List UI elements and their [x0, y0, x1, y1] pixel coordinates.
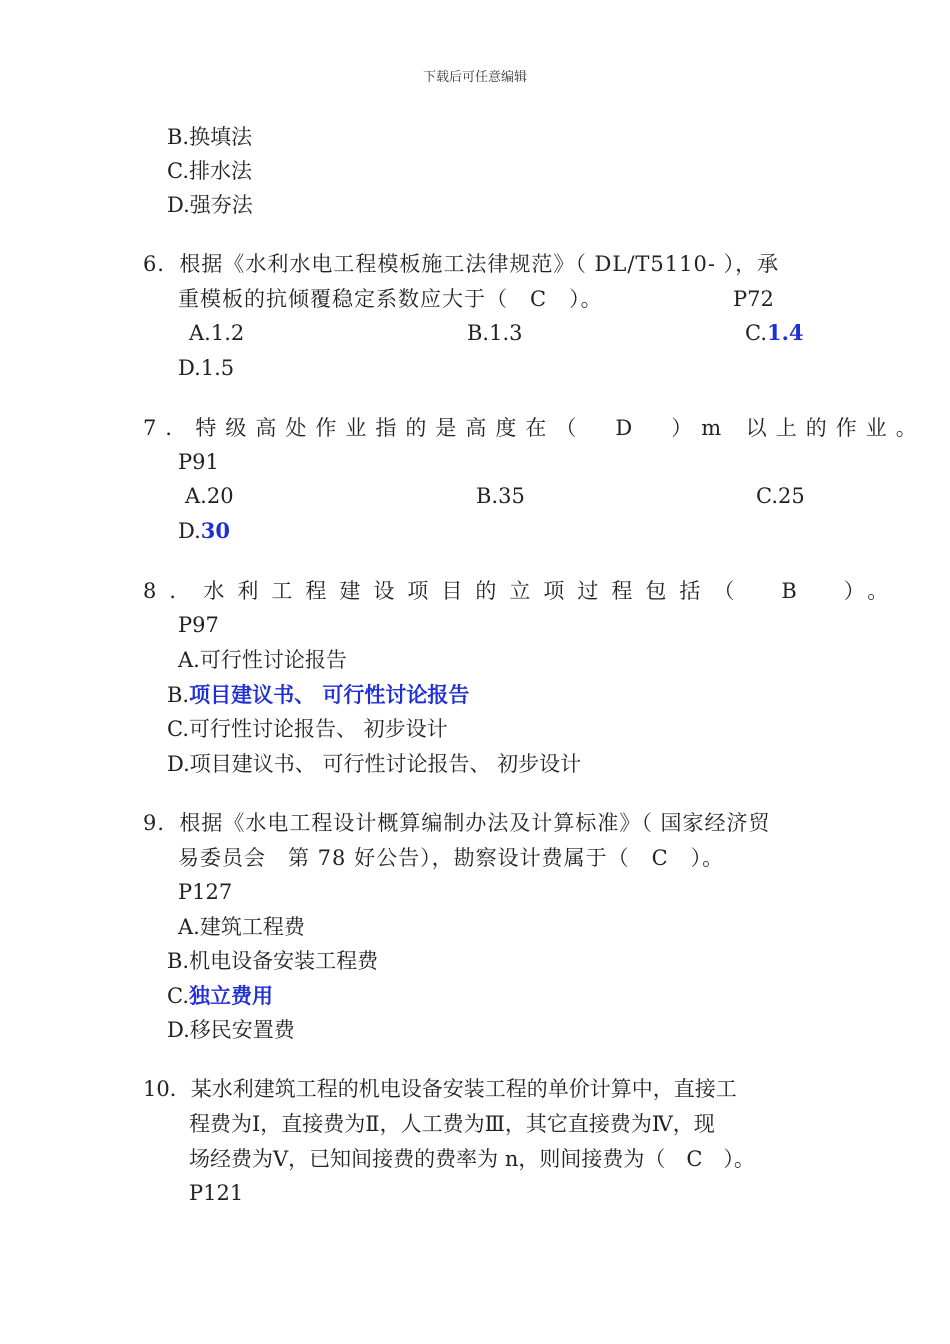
option-letter: D.: [178, 519, 201, 543]
q8-option-b: [167, 680, 469, 710]
option-text: 机电设备安装工程费: [189, 949, 379, 973]
q9-option-c: [167, 981, 273, 1011]
option-letter: B.: [167, 949, 190, 973]
option-text: 排水法: [189, 159, 252, 183]
q7-option-b: B.35: [476, 484, 525, 508]
option-letter: D.: [167, 1018, 190, 1042]
option-letter: C.: [167, 159, 189, 183]
option-text: 建筑工程费: [199, 915, 305, 939]
q5-option-d: [167, 190, 253, 220]
q9-page-ref: P127: [178, 880, 233, 904]
answer-highlight: 项目建议书、 可行性讨论报告: [189, 682, 470, 707]
q7-option-a: A.20: [185, 484, 234, 508]
q10-page-ref: P121: [189, 1181, 244, 1205]
q9-stem-line1: 9．根据《水电工程设计概算编制办法及计算标准》（ 国家经济贸: [143, 811, 771, 835]
answer-highlight: 独立费用: [189, 983, 273, 1008]
q9-option-d: [167, 1015, 295, 1045]
q10-stem-line1: 10．某水利建筑工程的机电设备安装工程的单价计算中，直接工: [143, 1077, 737, 1101]
q9-stem-line2: 易委员会 第 78 好公告），勘察设计费属于（ C ）。: [178, 846, 725, 870]
q10-stem-line3: 场经费为Ⅴ，已知间接费的费率为 n，则间接费为（ C ）。: [189, 1147, 755, 1171]
option-text: 强夯法: [189, 193, 253, 217]
q6-option-c: [745, 318, 804, 348]
page-header: 下载后可任意编辑: [422, 70, 527, 85]
option-letter: A.: [178, 915, 200, 939]
option-text: 可行性讨论报告、 初步设计: [189, 717, 448, 741]
q5-option-b: [167, 122, 252, 152]
answer-highlight: 1.4: [767, 320, 804, 345]
q8-page-ref: P97: [178, 613, 219, 637]
option-letter: B.: [167, 683, 190, 707]
q10-stem-line2: 程费为Ⅰ，直接费为Ⅱ，人工费为Ⅲ，其它直接费为Ⅳ，现: [189, 1112, 715, 1136]
q9-option-a: [178, 912, 305, 942]
answer-highlight: 30: [200, 518, 230, 543]
option-letter: C.: [745, 321, 767, 345]
q8-stem-line1: 8．水利工程建设项目的立项过程包括（ B ）。: [143, 579, 902, 603]
option-text: 可行性讨论报告: [199, 648, 347, 672]
q6-option-d: D.1.5: [178, 356, 235, 380]
q6-stem-line1: 6．根据《水利水电工程模板施工法律规范》（ DL/T5110- ），承: [143, 252, 780, 276]
option-text: 项目建议书、 可行性讨论报告、 初步设计: [189, 752, 582, 776]
option-text: 换填法: [189, 125, 253, 149]
q7-page-ref: P91: [178, 450, 219, 474]
option-letter: C.: [167, 717, 189, 741]
q7-option-c: C.25: [756, 484, 805, 508]
q8-option-d: [167, 749, 581, 779]
option-letter: B.: [167, 125, 190, 149]
q6-page-ref: P72: [733, 287, 774, 311]
option-letter: C.: [167, 984, 189, 1008]
q6-stem-line2: 重模板的抗倾覆稳定系数应大于（ C ）。: [178, 287, 603, 311]
q5-option-c: [167, 156, 252, 186]
q9-option-b: [167, 946, 378, 976]
q7-option-d: [178, 516, 230, 546]
q7-stem-line1: 7．特级高处作业指的是高度在（ D ）m 以上的作业。: [143, 416, 926, 440]
q6-option-b: B.1.3: [467, 321, 523, 345]
q6-option-a: A.1.2: [189, 321, 245, 345]
option-letter: A.: [178, 648, 200, 672]
q8-option-c: [167, 714, 448, 744]
option-letter: D.: [167, 752, 190, 776]
option-text: 移民安置费: [189, 1018, 295, 1042]
q8-option-a: [178, 645, 347, 675]
option-letter: D.: [167, 193, 190, 217]
